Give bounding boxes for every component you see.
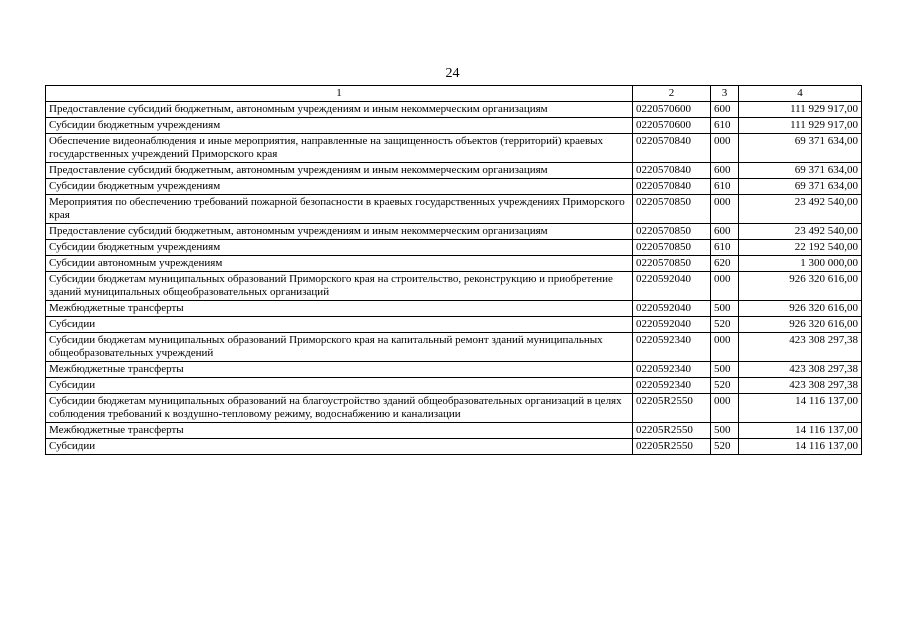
row-code-cell: 0220570850 [633, 195, 711, 224]
table-row [46, 256, 862, 272]
column-header-2: 2 [633, 86, 711, 102]
row-sum-cell: 23 492 540,00 [739, 195, 862, 224]
row-name-cell: Межбюджетные трансферты [46, 362, 633, 378]
table-row [46, 102, 862, 118]
table-row [46, 134, 862, 163]
row-type-cell: 000 [711, 195, 739, 224]
table-row [46, 118, 862, 134]
row-name-cell: Межбюджетные трансферты [46, 423, 633, 439]
row-sum-cell: 1 300 000,00 [739, 256, 862, 272]
row-sum-cell: 926 320 616,00 [739, 301, 862, 317]
row-type-cell: 500 [711, 423, 739, 439]
row-sum-cell: 423 308 297,38 [739, 378, 862, 394]
row-type-cell: 600 [711, 102, 739, 118]
table-row [46, 163, 862, 179]
row-code-cell: 0220570840 [633, 179, 711, 195]
row-sum-cell: 14 116 137,00 [739, 394, 862, 423]
row-sum-cell: 14 116 137,00 [739, 439, 862, 455]
row-sum-cell: 69 371 634,00 [739, 179, 862, 195]
row-name-cell: Субсидии [46, 378, 633, 394]
row-code-cell: 0220570850 [633, 256, 711, 272]
table-row [46, 378, 862, 394]
row-type-cell: 500 [711, 362, 739, 378]
row-type-cell: 520 [711, 439, 739, 455]
table-row [46, 333, 862, 362]
column-header-1: 1 [46, 86, 633, 102]
row-sum-cell: 69 371 634,00 [739, 163, 862, 179]
row-code-cell: 0220592040 [633, 317, 711, 333]
row-name-cell: Мероприятия по обеспечению требований пожарной безопасности в краевых государственных учреждениях Приморского края [46, 195, 633, 224]
row-name-cell: Субсидии бюджетным учреждениям [46, 118, 633, 134]
row-code-cell: 0220592340 [633, 333, 711, 362]
table-row [46, 317, 862, 333]
row-type-cell: 000 [711, 134, 739, 163]
row-name-cell: Предоставление субсидий бюджетным, автономным учреждениям и иным некоммерческим организациям [46, 163, 633, 179]
row-type-cell: 600 [711, 163, 739, 179]
row-type-cell: 620 [711, 256, 739, 272]
row-type-cell: 000 [711, 333, 739, 362]
table-row [46, 240, 862, 256]
row-code-cell: 0220570840 [633, 163, 711, 179]
row-sum-cell: 14 116 137,00 [739, 423, 862, 439]
page-number: 24 [445, 66, 460, 81]
row-sum-cell: 22 192 540,00 [739, 240, 862, 256]
row-code-cell: 0220570840 [633, 134, 711, 163]
row-type-cell: 610 [711, 240, 739, 256]
row-name-cell: Межбюджетные трансферты [46, 301, 633, 317]
row-code-cell: 0220570850 [633, 240, 711, 256]
table-row [46, 394, 862, 423]
row-type-cell: 520 [711, 317, 739, 333]
row-type-cell: 000 [711, 394, 739, 423]
row-name-cell: Субсидии [46, 317, 633, 333]
row-code-cell: 02205R2550 [633, 394, 711, 423]
row-sum-cell: 423 308 297,38 [739, 362, 862, 378]
row-name-cell: Субсидии [46, 439, 633, 455]
table-row [46, 362, 862, 378]
row-type-cell: 000 [711, 272, 739, 301]
row-name-cell: Обеспечение видеонаблюдения и иные мероприятия, направленные на защищенность объектов (территорий) краевых государственных учреждений Приморского края [46, 134, 633, 163]
row-sum-cell: 23 492 540,00 [739, 224, 862, 240]
row-sum-cell: 926 320 616,00 [739, 317, 862, 333]
row-sum-cell: 926 320 616,00 [739, 272, 862, 301]
row-code-cell: 02205R2550 [633, 439, 711, 455]
row-code-cell: 0220570850 [633, 224, 711, 240]
table-row [46, 301, 862, 317]
row-name-cell: Субсидии бюджетам муниципальных образований на благоустройство зданий общеобразовательных организаций в целях соблюдения требований к воздушно-тепловому режиму, водоснабжению и канализации [46, 394, 633, 423]
row-code-cell: 0220592040 [633, 301, 711, 317]
row-name-cell: Субсидии бюджетам муниципальных образований Приморского края на строительство, реконструкцию и приобретение зданий муниципальных общеобразовательных организаций [46, 272, 633, 301]
column-header-3: 3 [711, 86, 739, 102]
table-row [46, 272, 862, 301]
row-name-cell: Субсидии бюджетам муниципальных образований Приморского края на капитальный ремонт зданий муниципальных общеобразовательных учреждений [46, 333, 633, 362]
table-header-row [46, 86, 862, 102]
table-row [46, 195, 862, 224]
row-type-cell: 520 [711, 378, 739, 394]
row-code-cell: 0220592340 [633, 362, 711, 378]
row-sum-cell: 111 929 917,00 [739, 118, 862, 134]
row-type-cell: 610 [711, 179, 739, 195]
row-type-cell: 610 [711, 118, 739, 134]
row-name-cell: Субсидии бюджетным учреждениям [46, 240, 633, 256]
row-name-cell: Предоставление субсидий бюджетным, автономным учреждениям и иным некоммерческим организациям [46, 224, 633, 240]
row-code-cell: 0220570600 [633, 118, 711, 134]
row-type-cell: 500 [711, 301, 739, 317]
row-sum-cell: 423 308 297,38 [739, 333, 862, 362]
row-name-cell: Предоставление субсидий бюджетным, автономным учреждениям и иным некоммерческим организациям [46, 102, 633, 118]
table-row [46, 179, 862, 195]
row-name-cell: Субсидии бюджетным учреждениям [46, 179, 633, 195]
table-row [46, 439, 862, 455]
row-name-cell: Субсидии автономным учреждениям [46, 256, 633, 272]
row-code-cell: 02205R2550 [633, 423, 711, 439]
column-header-4: 4 [739, 86, 862, 102]
row-sum-cell: 69 371 634,00 [739, 134, 862, 163]
row-code-cell: 0220592040 [633, 272, 711, 301]
budget-table [45, 85, 862, 455]
row-type-cell: 600 [711, 224, 739, 240]
table-row [46, 224, 862, 240]
row-code-cell: 0220592340 [633, 378, 711, 394]
table-row [46, 423, 862, 439]
row-sum-cell: 111 929 917,00 [739, 102, 862, 118]
row-code-cell: 0220570600 [633, 102, 711, 118]
